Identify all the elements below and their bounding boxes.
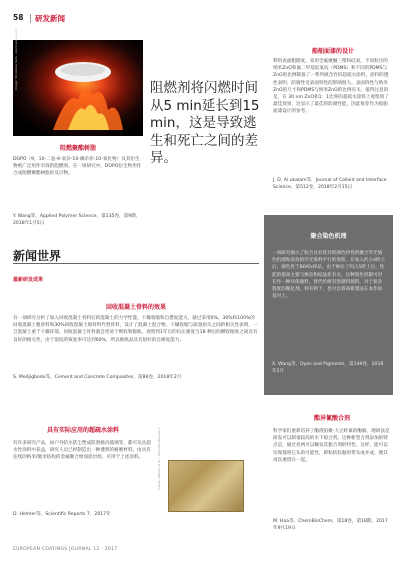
- footer-journal: EUROPEAN COATINGS JOURNAL 12 · 2017: [13, 547, 118, 552]
- article-ref-pigment: X. Wang等，Dyes and Pigments，第149卷，2018年2月: [272, 362, 384, 374]
- article-body-antifouling: 利用表面粗糙度、采用全氟聚醚三羧和硅氧，不同粒径的纳米ZnO和氟二甲基硅氧烷（PDMS）和不同的PDMS与ZnO的比例制备了一系列被含有机超疏水涂料，涂料的透性表明，防腐性受表面特性的影响很大。表面特性与纳米ZnO的尺寸和PDMS与纳米ZnO的比例有关，值得注意的是，在 30 nm ZnO和1：1比率的超疏水涂料上观察到了最佳效果，这显示了最佳的防腐性能，因此推荐作为船舶面漆设计的参考。: [273, 59, 389, 115]
- article-title-concrete: 回收混凝土骨料的效果: [105, 304, 166, 311]
- article-body-superhydrophobic: 有许多研究产品，如户外防水防尘塑成防窗格闪玻璃等，都可从具超水性涂料中获益，研究人员已经制造出一种透明的耐磨材料。由具有连续的纳米/微米结构的金属聚合物而涂层组，可用于上述涂料。: [13, 441, 151, 461]
- article-title-superhydrophobic: 具有实际应用的超疏水涂料: [46, 427, 119, 434]
- article-body-concrete: 有一项研究分析了加入回收混凝土骨料后的混凝土的力学性能、干燥收缩和自愈复能力。通过采用0%、30%和100%的回收混凝土粗骨料和30%回收混凝土细骨料代替骨料，设计了混凝土混合物。干燥收缩与质量损失之间的相关性表明，一旦混凝土重于干燥环境，回收混凝土骨料就会更易于吸收和膨胀。观察到1年后的抗压强度与18 种后的横收缩度之间具有良好的相关性，由于裂纹的恢复率可达到60%，所以被纸品具有很好的自修复能力。: [13, 316, 258, 343]
- smoke-detector-top: [61, 64, 105, 76]
- photo-credit: Image: Helmer et al. / Scientific Reports 7: [157, 427, 161, 490]
- pull-quote: 阻燃剂将闪燃时间从5 min延长到15 min，这是导致逃生和死亡之间的差异。: [150, 80, 260, 166]
- article-ref-superhydrophobic: D. Helmer等，Scientific Reports 7，2017年: [13, 512, 111, 517]
- photo-credit: Image: Shirokova Vera - stock.adobe.com: [14, 27, 18, 90]
- article-body-pigment: 一项研究揭示了粘合具有优异的颜色特性的聚合荧光染色机理和高效的荧光染料平行的进程，在加入约占4阶土后，颜色优于BIVO₄样品，由于掺杂了约占1阶土后，性能的提高主要与掺杂和结晶化有关，这种染色机制可对在作一种环保颜料，替代传统有害颜料颜料，对于复杂程度的聚化剂，特有利于，也可以将该新想法在本作添基对上。: [272, 251, 386, 300]
- article-ref-concrete: S. Medjigbodo等，Cement and Concrete Composites，第86卷，2018年2月: [13, 375, 182, 380]
- article-title-antifouling: 船舶面漆的设计: [311, 48, 354, 55]
- page-number: 58: [13, 13, 24, 22]
- article-ref-flame-retardant: Y. Wang等，Applied Polymer Science，第135卷，第9期，2018年1月5日: [13, 214, 141, 226]
- article-body-flame-retardant: DOPO（9，10-二氢-9-氧杂-10-磷杂菲-10-氧化物）及其衍生物被广泛用作有效的阻燃剂。在一项研究中，DOPO衍生物用作合成阻燃聚酯树脂的反应物。: [13, 157, 142, 177]
- article-title-flame-retardant: 阻燃聚酯树脂: [59, 145, 96, 152]
- article-title-pigment: 聚合染色机理: [310, 233, 347, 240]
- news-divider: [13, 263, 259, 264]
- coating-sample-plate: [168, 460, 244, 512]
- article-ref-antifouling: J. D. Ai ukalam等，Journal of Colloid and Interface Science，第512卷，2018年2月15日: [273, 178, 387, 190]
- latest-research-label: 最新研发成果: [13, 277, 44, 283]
- article-body-adhesive: 科学家们重新培养了酶渣铂聚-大豆纤素的酶解，理研法是研发可以制备较高的水下稳合剂。这种新型合剂添加的特点是，通过亮两可以触发其黏合剂的特性。这样，能可以实现都将它头的可能性，即粘结胶黏的带头成并成，便其再次重错在一起。: [273, 429, 390, 463]
- news-world-heading: 新闻世界: [13, 249, 62, 263]
- fire-illustration: [13, 40, 143, 136]
- header-divider: [30, 14, 31, 23]
- article-title-adhesive: 酯异氰酸合剂: [313, 415, 350, 422]
- section-title: 研发新闻: [35, 14, 65, 23]
- fire-detector-photo: [13, 40, 143, 136]
- article-ref-adhesive: M. Haa等，ChemBioChem，第18卷，第18期，2017年9月19日: [273, 519, 388, 531]
